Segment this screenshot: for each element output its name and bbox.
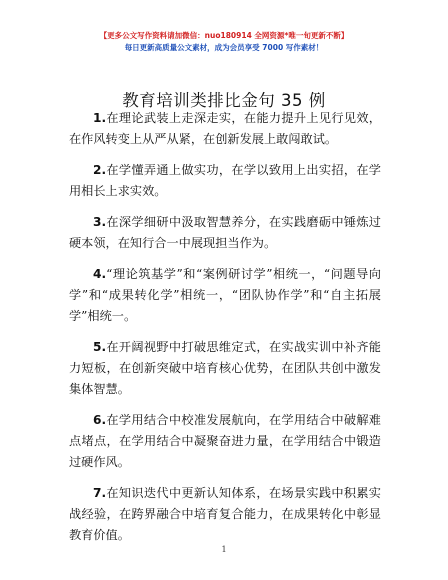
paragraph-number: 2.	[93, 163, 107, 177]
paragraph-1	[69, 108, 381, 150]
promo-banner-line-1: 【更多公文写作资料请加微信：nuo180914 全网资源*唯一旬更新不断】	[99, 31, 349, 40]
paragraph-number: 3.	[93, 215, 107, 229]
paragraph-text: “理论筑基学”和“案例研讨学”相统一，“问题导向学”和“成果转化学”相统一，“团队协作学”和“自主拓展学”相统一。	[69, 267, 381, 323]
page-number: 1	[221, 545, 227, 554]
paragraph-number: 7.	[93, 486, 107, 500]
paragraph-2	[69, 160, 381, 202]
paragraph-5	[69, 337, 381, 400]
paragraph-6	[69, 410, 381, 473]
paragraph-7	[69, 483, 381, 546]
paragraph-text: 在知识迭代中更新认知体系，在场景实践中积累实战经验，在跨界融合中培育复合能力，在成果转化中彰显教育价值。	[69, 486, 381, 542]
paragraph-number: 6.	[93, 413, 107, 427]
paragraph-text: 在学用结合中校准发展航向，在学用结合中破解难点堵点，在学用结合中凝聚奋进力量，在学用结合中锻造过硬作风。	[69, 413, 381, 469]
promo-banner-line-2: 每日更新高质量公文素材，成为会员享受 7000 写作素材！	[124, 43, 324, 52]
paragraph-text: 在开阔视野中打破思维定式，在实战实训中补齐能力短板，在创新突破中培育核心优势，在团队共创中激发集体智慧。	[69, 340, 381, 396]
promo-banner	[40, 30, 408, 54]
paragraph-3	[69, 212, 381, 254]
document-body	[69, 108, 381, 556]
paragraph-text: 在理论武装上走深走实，在能力提升上见行见效，在作风转变上从严从紧，在创新发展上敢闯敢试。	[69, 111, 381, 146]
paragraph-4	[69, 264, 381, 327]
paragraph-text: 在学懂弄通上做实功，在学以致用上出实招，在学用相长上求实效。	[69, 163, 381, 198]
paragraph-number: 1.	[93, 111, 107, 125]
document-title: 教育培训类排比金句 35 例	[122, 91, 326, 110]
paragraph-text: 在深学细研中汲取智慧养分，在实践磨砺中锤炼过硬本领，在知行合一中展现担当作为。	[69, 215, 381, 250]
paragraph-number: 5.	[93, 340, 107, 354]
paragraph-number: 4.	[93, 267, 107, 281]
